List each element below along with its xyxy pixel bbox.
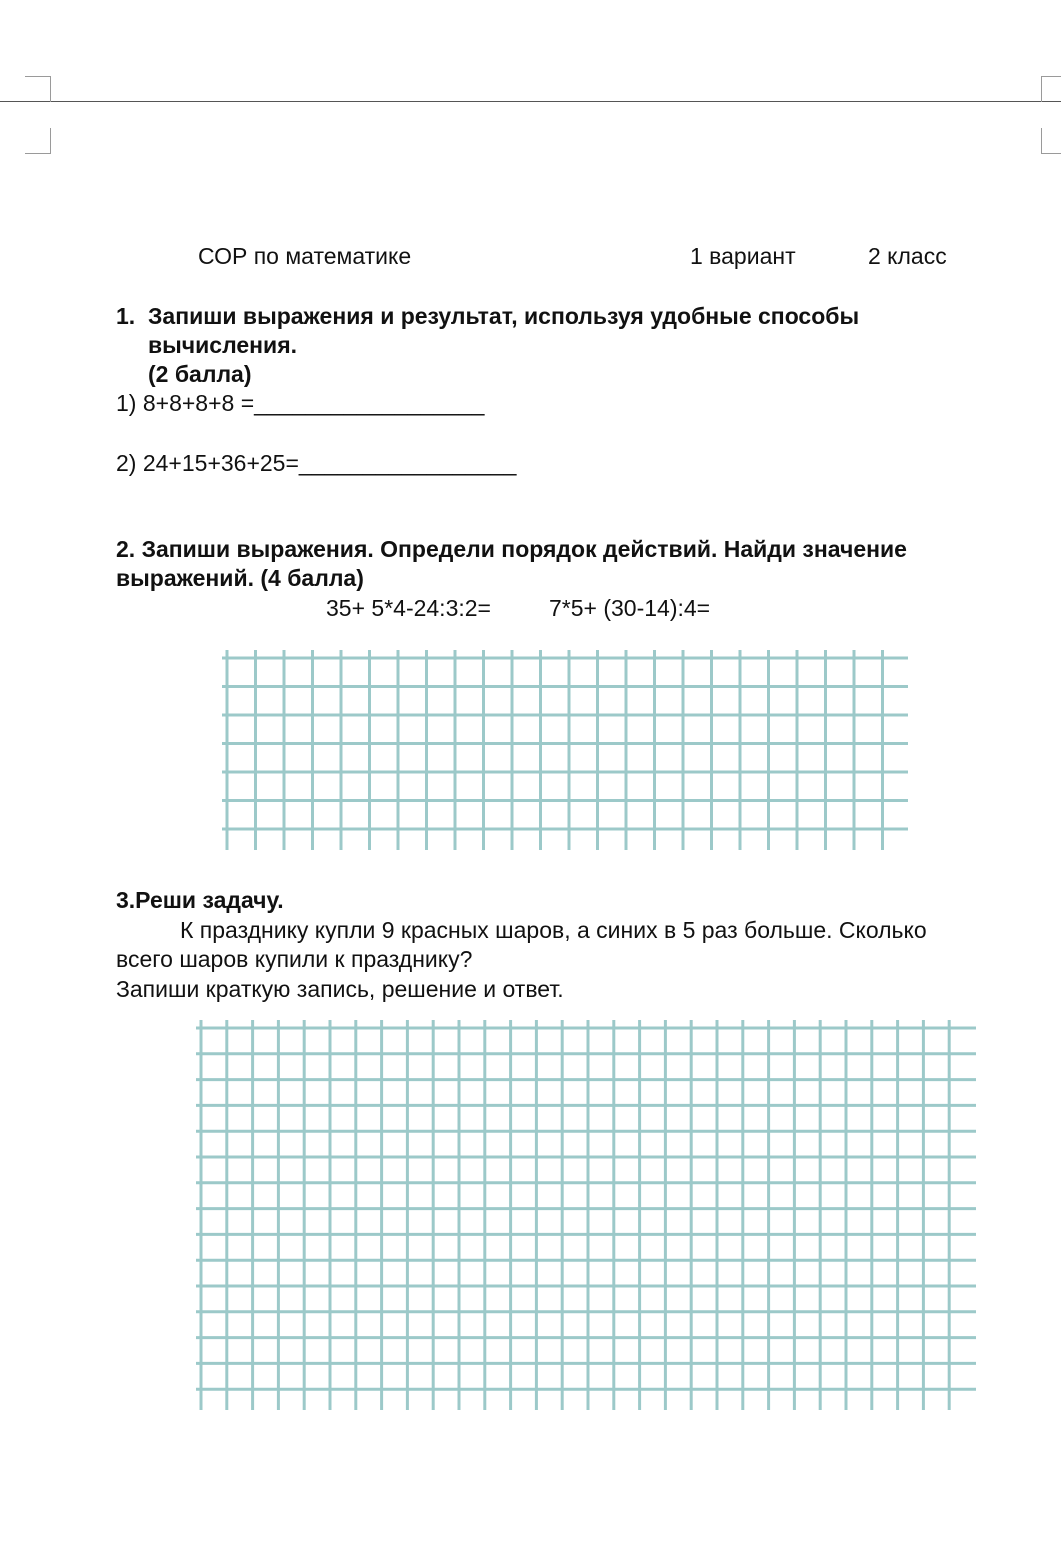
crop-mark-top-right <box>1041 76 1061 102</box>
task2-text-line1: 2. Запиши выражения. Определи порядок действий. Найди значение <box>116 536 907 562</box>
crop-mark-left <box>25 128 51 154</box>
task1-item1: 1) 8+8+8+8 =__________________ <box>116 390 485 416</box>
crop-mark-top-left <box>25 76 51 102</box>
task2-expression1: 35+ 5*4-24:3:2= <box>326 595 491 621</box>
task3-title: 3.Реши задачу. <box>116 887 284 913</box>
task3-text-line1: К празднику купли 9 красных шаров, а синих в 5 раз больше. Сколько <box>180 917 927 943</box>
task1-item2: 2) 24+15+36+25=_________________ <box>116 450 517 476</box>
task3-text-line3: Запиши краткую запись, решение и ответ. <box>116 976 564 1002</box>
task1-text-line2: вычисления. <box>148 332 298 358</box>
task2-expression2: 7*5+ (30-14):4= <box>549 595 711 621</box>
page-top-rule <box>0 101 1061 102</box>
task3-text-line2: всего шаров купили к празднику? <box>116 946 473 972</box>
worksheet-title: СОР по математике <box>198 243 412 269</box>
task1-text-line1: Запиши выражения и результат, используя удобные способы <box>148 303 860 329</box>
answer-grid-task2[interactable] <box>222 650 908 850</box>
task1-number: 1. <box>116 303 136 329</box>
variant-label: 1 вариант <box>690 243 796 269</box>
task2-text-line2: выражений. (4 балла) <box>116 565 364 591</box>
crop-mark-right <box>1041 128 1061 154</box>
task1-points: (2 балла) <box>148 361 252 387</box>
answer-grid-task3[interactable] <box>196 1020 976 1410</box>
grade-label: 2 класс <box>868 243 947 269</box>
